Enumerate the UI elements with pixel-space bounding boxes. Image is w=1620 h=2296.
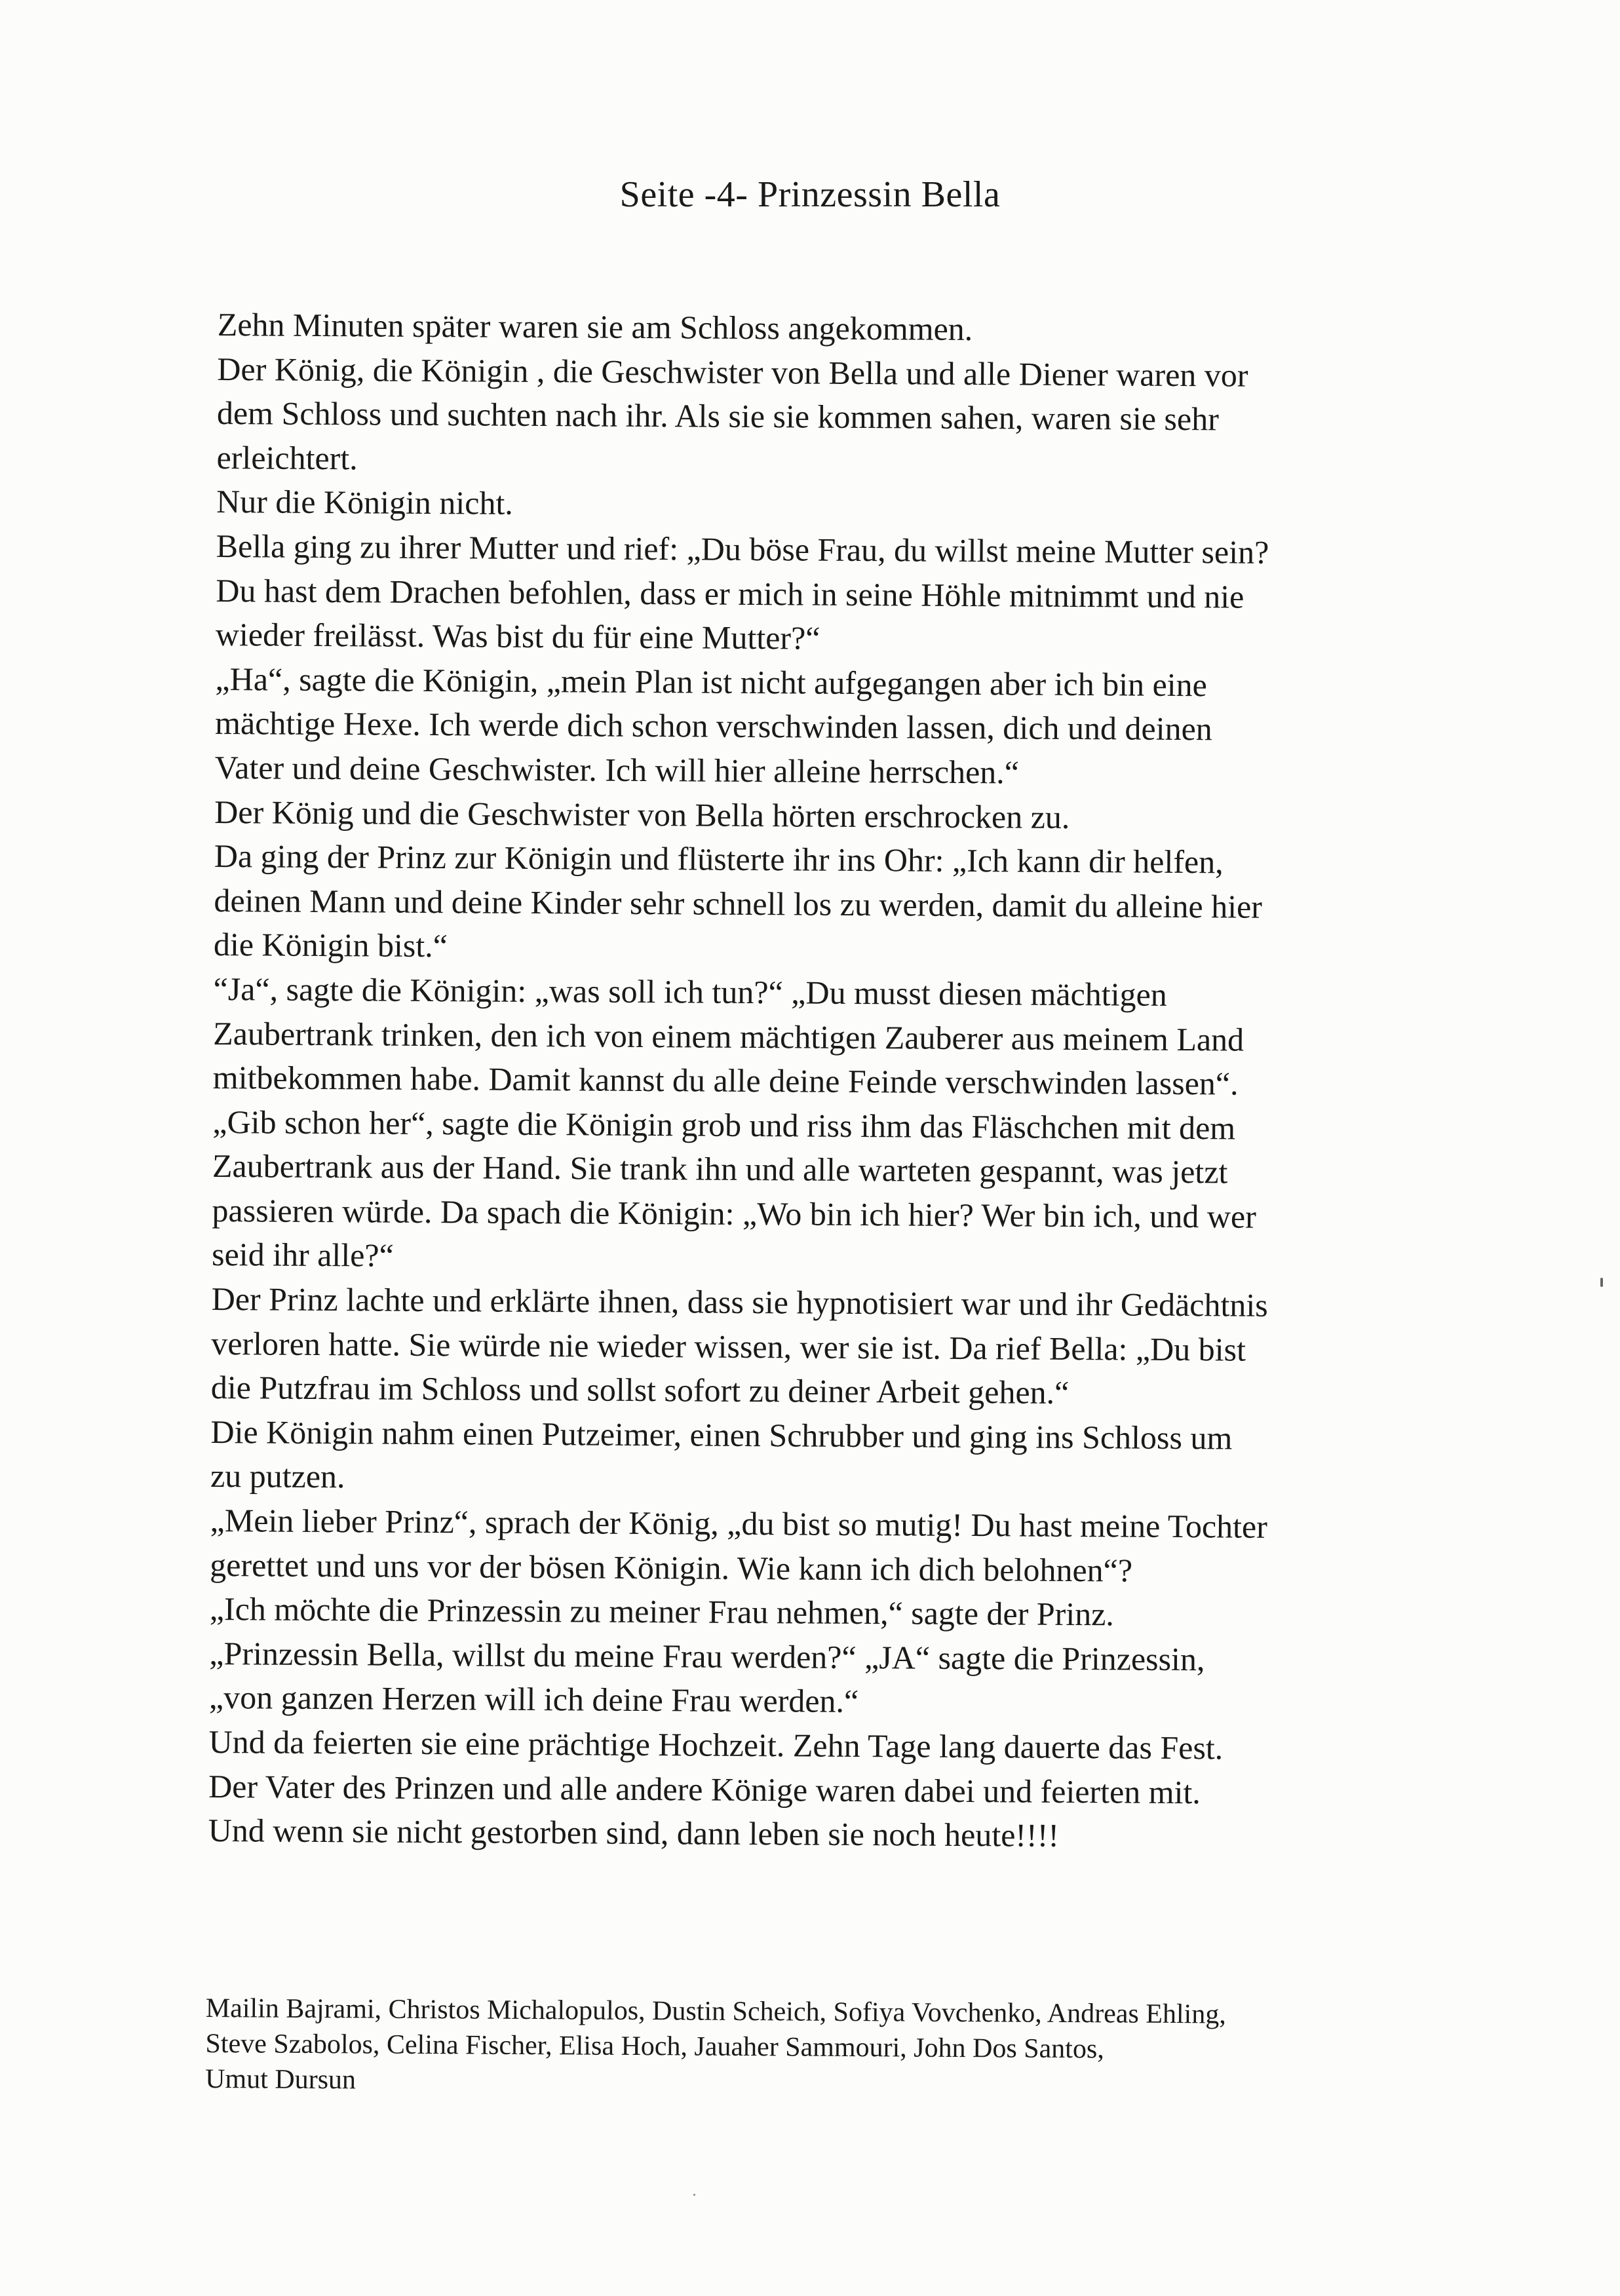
story-line: passieren würde. Da spach die Königin: „Wo bin ich hier? Wer bin ich, und wer bbox=[212, 1191, 1257, 1235]
story-line: Da ging der Prinz zur Königin und flüsterte ihr ins Ohr: „Ich kann dir helfen, bbox=[214, 837, 1224, 881]
author-line: Mailin Bajrami, Christos Michalopulos, Dustin Scheich, Sofiya Vovchenko, Andreas Ehling, bbox=[205, 1993, 1226, 2030]
story-line: Zaubertrank aus der Hand. Sie trank ihn und alle warteten gespannt, was jetzt bbox=[212, 1147, 1228, 1191]
story-line: Der König und die Geschwister von Bella hörten erschrocken zu. bbox=[214, 793, 1070, 835]
story-line: mitbekommen habe. Damit kannst du alle deine Feinde verschwinden lassen“. bbox=[212, 1059, 1239, 1102]
story-line: „von ganzen Herzen will ich deine Frau werden.“ bbox=[208, 1679, 859, 1720]
story-line: “Ja“, sagte die Königin: „was soll ich tun?“ „Du musst diesen mächtigen bbox=[213, 970, 1167, 1013]
story-line: Zehn Minuten später waren sie am Schloss angekommen. bbox=[217, 305, 973, 348]
story-line: „Prinzessin Bella, willst du meine Frau werden?“ „JA“ sagte die Prinzessin, bbox=[209, 1634, 1205, 1678]
story-line: wieder freilässt. Was bist du für eine Mutter?“ bbox=[215, 616, 820, 657]
author-line: Steve Szabolos, Celina Fischer, Elisa Hoch, Jauaher Sammouri, John Dos Santos, bbox=[205, 2028, 1104, 2065]
story-line: „Ha“, sagte die Königin, „mein Plan ist nicht aufgegangen aber ich bin eine bbox=[215, 660, 1208, 703]
story-line: Zaubertrank trinken, den ich von einem mächtigen Zauberer aus meinem Land bbox=[213, 1014, 1244, 1058]
story-line: Die Königin nahm einen Putzeimer, einen Schrubber und ging ins Schloss um bbox=[210, 1413, 1233, 1457]
story-line: „Gib schon her“, sagte die Königin grob und riss ihm das Fläschchen mit dem bbox=[212, 1103, 1236, 1147]
author-line: Umut Dursun bbox=[205, 2063, 357, 2095]
story-line: die Königin bist.“ bbox=[213, 926, 448, 965]
story-text bbox=[208, 303, 1450, 1860]
story-line: zu putzen. bbox=[210, 1457, 345, 1495]
story-line: Der König, die Königin , die Geschwister von Bella und alle Diener waren vor bbox=[217, 350, 1248, 394]
story-line: dem Schloss und suchten nach ihr. Als sie sie kommen sahen, waren sie sehr bbox=[216, 394, 1220, 438]
story-line: gerettet und uns vor der bösen Königin. Wie kann ich dich belohnen“? bbox=[210, 1546, 1133, 1589]
story-line: Bella ging zu ihrer Mutter und rief: „Du böse Frau, du willst meine Mutter sein? bbox=[216, 527, 1269, 571]
story-line: mächtige Hexe. Ich werde dich schon verschwinden lassen, dich und deinen bbox=[214, 704, 1212, 748]
scan-artifact-dot bbox=[693, 2194, 695, 2196]
story-line: verloren hatte. Sie würde nie wieder wissen, wer sie ist. Da rief Bella: „Du bist bbox=[211, 1324, 1246, 1368]
story-line: „Mein lieber Prinz“, sprach der König, „du bist so mutig! Du hast meine Tochter bbox=[210, 1501, 1268, 1545]
story-line: Der Vater des Prinzen und alle andere Könige waren dabei und feierten mit. bbox=[208, 1767, 1201, 1810]
story-line: Und da feierten sie eine prächtige Hochzeit. Zehn Tage lang dauerte das Fest. bbox=[208, 1723, 1224, 1767]
story-line: Du hast dem Drachen befohlen, dass er mich in seine Höhle mitnimmt und nie bbox=[216, 571, 1244, 615]
author-list bbox=[205, 1991, 1451, 2105]
page-title: Seite -4- Prinzessin Bella bbox=[619, 174, 1001, 215]
story-line: Der Prinz lachte und erklärte ihnen, dass sie hypnotisiert war und ihr Gedächtnis bbox=[211, 1280, 1268, 1324]
story-line: „Ich möchte die Prinzessin zu meiner Frau nehmen,“ sagte der Prinz. bbox=[209, 1590, 1115, 1633]
story-line: Und wenn sie nicht gestorben sind, dann leben sie noch heute!!!! bbox=[208, 1812, 1060, 1854]
story-line: deinen Mann und deine Kinder sehr schnell los zu werden, damit du alleine hier bbox=[214, 881, 1263, 925]
story-line: die Putzfrau im Schloss und sollst sofort zu deiner Arbeit gehen.“ bbox=[210, 1369, 1070, 1411]
scan-artifact-mark bbox=[1600, 1278, 1603, 1287]
story-line: seid ihr alle?“ bbox=[211, 1236, 394, 1274]
story-line: erleichtert. bbox=[216, 438, 358, 477]
story-line: Vater und deine Geschwister. Ich will hier alleine herrschen.“ bbox=[214, 748, 1020, 791]
story-line: Nur die Königin nicht. bbox=[216, 483, 514, 522]
